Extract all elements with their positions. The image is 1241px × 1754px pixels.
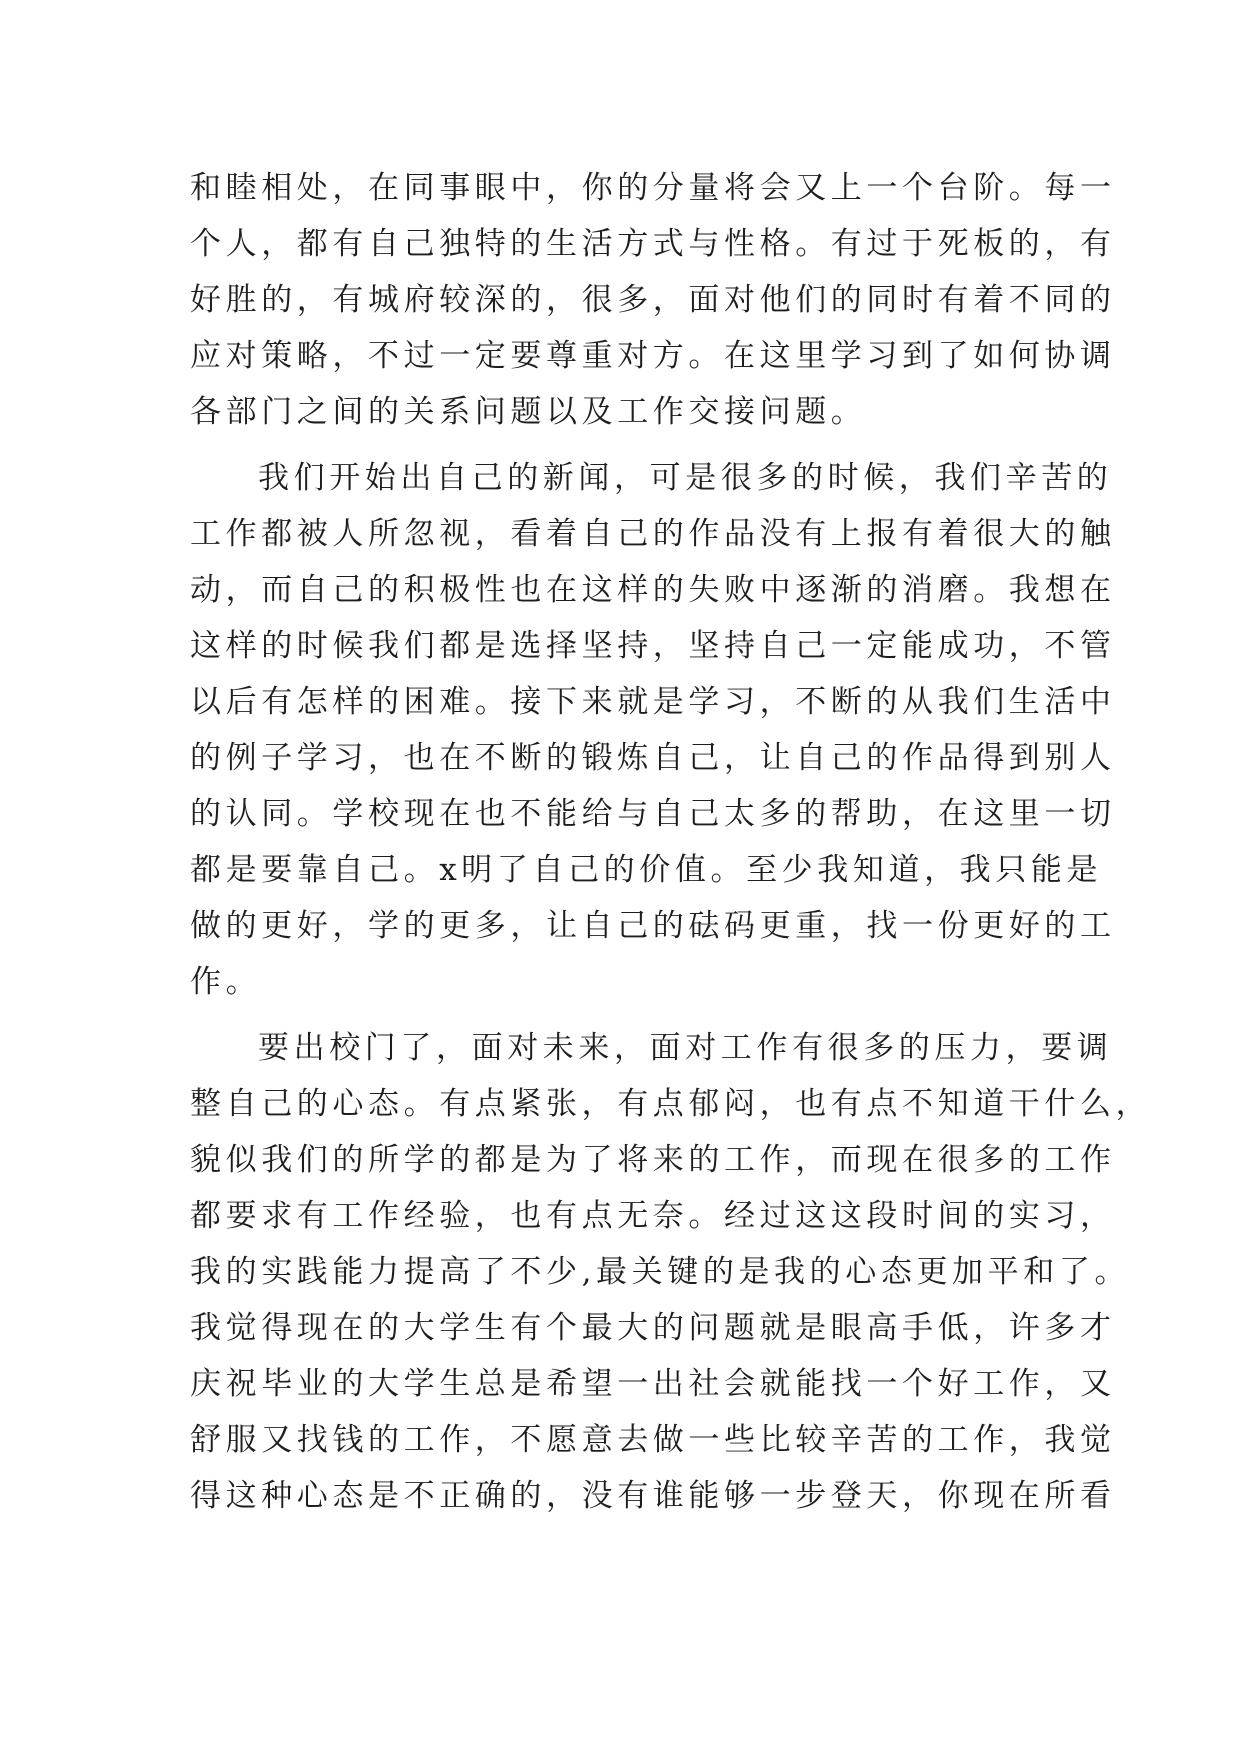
paragraph-line: 的例子学习，也在不断的锻炼自己，让自己的作品得到别人 (190, 740, 1116, 776)
paragraph-line: 工作都被人所忽视，看着自己的作品没有上报有着很大的触 (190, 516, 1116, 552)
paragraph-line: 和睦相处，在同事眼中，你的分量将会又上一个台阶。每一 (190, 170, 1116, 206)
paragraph-line: 作。 (190, 964, 262, 1000)
paragraph-line: 舒服又找钱的工作，不愿意去做一些比较辛苦的工作，我觉 (190, 1422, 1116, 1458)
paragraph-line: 我们开始出自己的新闻，可是很多的时候，我们辛苦的 (258, 460, 1113, 496)
paragraph-line: 动，而自己的积极性也在这样的失败中逐渐的消磨。我想在 (190, 572, 1116, 608)
paragraph-line: 这样的时候我们都是选择坚持，坚持自己一定能成功，不管 (190, 628, 1116, 664)
paragraph-line: 好胜的，有城府较深的，很多，面对他们的同时有着不同的 (190, 282, 1116, 318)
paragraph-line: 个人，都有自己独特的生活方式与性格。有过于死板的，有 (190, 226, 1116, 262)
paragraph-line: 各部门之间的关系问题以及工作交接问题。 (190, 394, 867, 430)
paragraph-line: 我觉得现在的大学生有个最大的问题就是眼高手低，许多才 (190, 1310, 1116, 1346)
paragraph-line: 做的更好，学的更多，让自己的砝码更重，找一份更好的工 (190, 908, 1116, 944)
paragraph-line: 以后有怎样的困难。接下来就是学习，不断的从我们生活中 (190, 684, 1116, 720)
paragraph-line: 得这种心态是不正确的，没有谁能够一步登天，你现在所看 (190, 1478, 1116, 1514)
paragraph-line: 庆祝毕业的大学生总是希望一出社会就能找一个好工作，又 (190, 1366, 1116, 1402)
paragraph-line: 都要求有工作经验，也有点无奈。经过这这段时间的实习， (190, 1198, 1116, 1234)
paragraph-line: 的认同。学校现在也不能给与自己太多的帮助，在这里一切 (190, 796, 1116, 832)
paragraph-gap (190, 440, 1052, 450)
paragraph-line: 我的实践能力提高了不少,最关键的是我的心态更加平和了。 (190, 1254, 1131, 1290)
document-body (190, 160, 1152, 1524)
paragraph (190, 450, 1116, 1010)
paragraph-line: 应对策略，不过一定要尊重对方。在这里学习到了如何协调 (190, 338, 1116, 374)
paragraph-line: 貌似我们的所学的都是为了将来的工作，而现在很多的工作 (190, 1142, 1116, 1178)
paragraph-line: 都是要靠自己。x明了自己的价值。至少我知道，我只能是 (190, 852, 1103, 888)
paragraph-gap (190, 1010, 1052, 1020)
paragraph (190, 160, 1116, 440)
paragraph (190, 1020, 1152, 1524)
paragraph-line: 要出校门了，面对未来，面对工作有很多的压力，要调 (258, 1030, 1113, 1066)
paragraph-line: 整自己的心态。有点紧张，有点郁闷，也有点不知道干什么， (190, 1086, 1152, 1122)
